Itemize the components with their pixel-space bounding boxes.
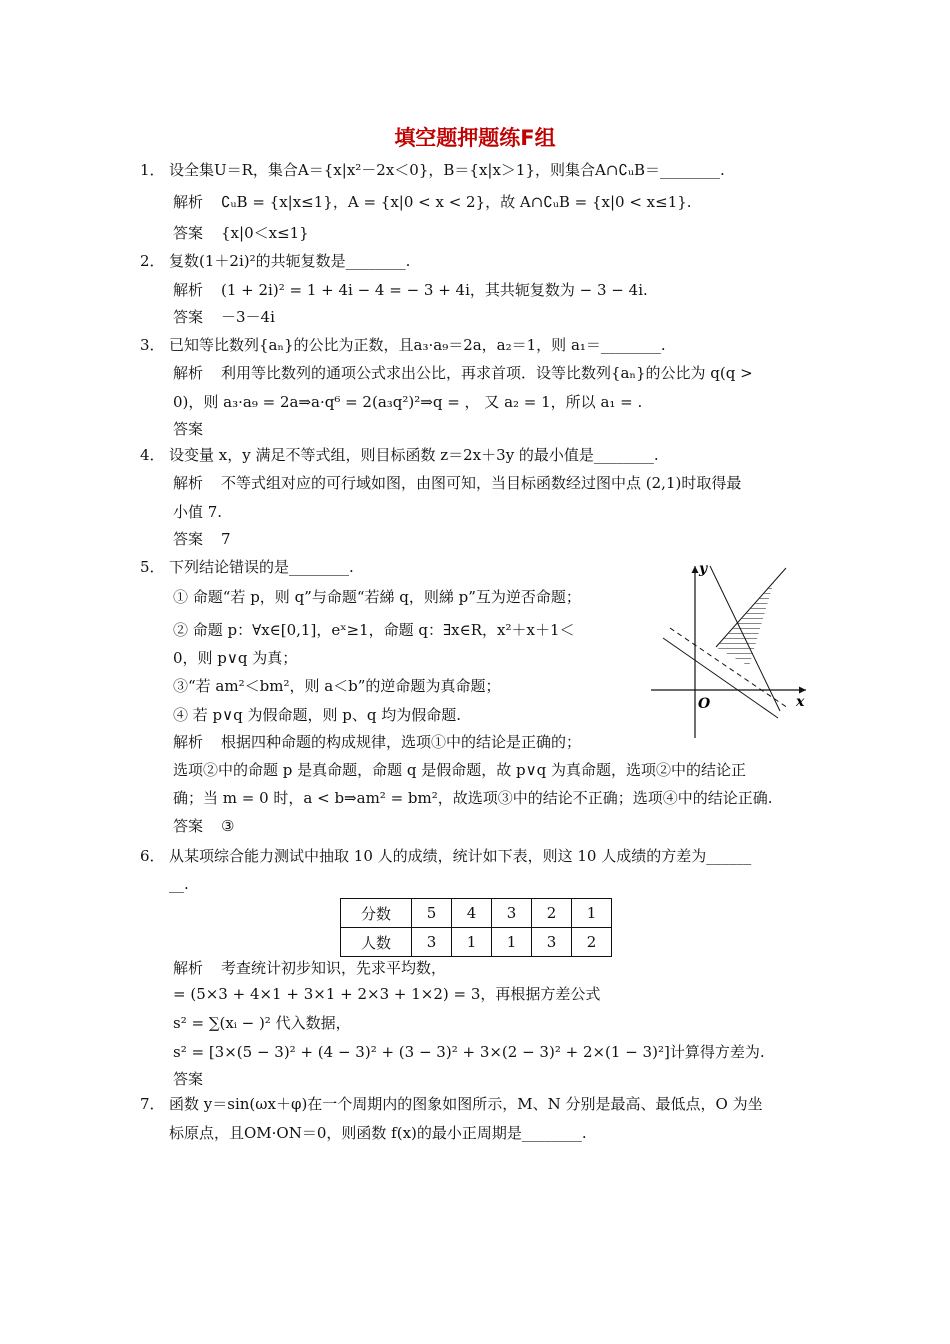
q5-analysis-line2: 选项②中的命题 p 是真命题，命题 q 是假命题，故 p∨q 为真命题，选项②中的结论正	[173, 761, 746, 779]
table-row	[341, 928, 612, 957]
q2-analysis	[173, 280, 648, 300]
analysis-label: 解析	[173, 193, 204, 211]
q4-analysis	[173, 473, 741, 493]
q7-number: 7．	[140, 1095, 165, 1113]
feasible-region-graph	[648, 558, 813, 743]
table-cell: 1	[452, 928, 492, 957]
table-cell: 4	[452, 899, 492, 928]
table-cell: 1	[492, 928, 532, 957]
q5-option-2-cont: 0，则 p∨q 为真；	[173, 649, 298, 667]
q2-number: 2．	[140, 252, 165, 270]
q4-analysis-line2: 小值 7.	[173, 503, 223, 521]
table-cell: 3	[492, 899, 532, 928]
analysis-text: 不等式组对应的可行域如图，由图可知，当目标函数经过图中点 (2,1)时取得最	[221, 474, 742, 492]
q7-text-cont: 标原点，且OM·ON＝0，则函数 f(x)的最小正周期是________.	[169, 1124, 587, 1142]
score-table	[340, 898, 612, 957]
q5-analysis-line3: 确；当 m = 0 时，a < b⇒am² = bm²，故选项③中的结论不正确；选项④中的结论正确.	[173, 789, 773, 807]
table-cell: 3	[412, 928, 452, 957]
analysis-text: 考查统计初步知识，先求平均数，	[221, 959, 447, 977]
boundary-line-1	[663, 638, 778, 718]
q1-text: 设全集U＝R，集合A＝{x|x²－2x＜0}，B＝{x|x＞1}，则集合A∩∁ᵤB＝________.	[169, 161, 725, 179]
q5-option-3: ③“若 am²＜bm²，则 a＜b”的逆命题为真命题；	[173, 677, 501, 695]
q2-text: 复数(1＋2i)²的共轭复数是________.	[169, 252, 411, 270]
table-row	[341, 899, 612, 928]
table-cell: 5	[412, 899, 452, 928]
analysis-label: 解析	[173, 733, 204, 751]
answer-label: 答案	[173, 224, 204, 242]
analysis-label: 解析	[173, 474, 204, 492]
x-axis-label: x	[796, 694, 805, 710]
q1-answer	[173, 223, 309, 243]
y-axis-label: y	[699, 561, 708, 577]
q6-analysis-line3: s² = ∑(xᵢ − )² 代入数据，	[173, 1014, 351, 1032]
analysis-text: ∁ᵤB = {x|x≤1}，A = {x|0 < x < 2}，故 A∩∁ᵤB = {x|0 < x≤1}.	[221, 193, 692, 211]
q4-text: 设变量 x，y 满足不等式组，则目标函数 z＝2x＋3y 的最小值是________.	[169, 446, 659, 464]
q3-text: 已知等比数列{aₙ}的公比为正数，且a₃·a₉＝2a，a₂＝1，则 a₁＝________.	[169, 336, 666, 354]
q2-answer	[173, 307, 275, 327]
analysis-text: (1 + 2i)² = 1 + 4i − 4 = − 3 + 4i，其共轭复数为 − 3 − 4i.	[221, 281, 648, 299]
q1-number: 1．	[140, 161, 165, 179]
page-title: 填空题押题练F组	[394, 126, 556, 150]
q1-analysis	[173, 192, 692, 212]
table-header-cell: 分数	[341, 899, 412, 928]
analysis-text: 利用等比数列的通项公式求出公比，再求首项．设等比数列{aₙ}的公比为 q(q >	[221, 364, 753, 382]
q6-text: 从某项综合能力测试中抽取 10 人的成绩，统计如下表，则这 10 人成绩的方差为______	[169, 847, 752, 865]
q3-analysis	[173, 363, 753, 383]
answer-label: 答案	[173, 530, 204, 548]
q5-analysis	[173, 732, 581, 752]
answer-text: －3－4i	[221, 308, 275, 326]
answer-text: {x|0＜x≤1}	[221, 224, 309, 242]
q5-text: 下列结论错误的是________.	[169, 558, 354, 576]
q4-number: 4．	[140, 446, 165, 464]
q6-text-cont: __.	[169, 875, 189, 893]
table-header-cell: 人数	[341, 928, 412, 957]
q6-analysis-line2: = (5×3 + 4×1 + 3×1 + 2×3 + 1×2) = 3，再根据方差公式	[173, 985, 601, 1003]
feasible-region	[716, 581, 774, 666]
table-cell: 3	[532, 928, 572, 957]
q5-option-4: ④ 若 p∨q 为假命题，则 p、q 均为假命题.	[173, 706, 461, 724]
q5-answer	[173, 816, 234, 836]
q4-answer	[173, 529, 231, 549]
analysis-label: 解析	[173, 364, 204, 382]
answer-label: 答案	[173, 308, 204, 326]
q6-answer	[173, 1069, 221, 1089]
q6-analysis-line4: s² = [3×(5 − 3)² + (4 − 3)² + (3 − 3)² + 3×(2 − 3)² + 2×(1 − 3)²]计算得方差为.	[173, 1043, 765, 1061]
analysis-label: 解析	[173, 959, 204, 977]
origin-label: O	[698, 696, 711, 712]
q3-answer	[173, 419, 221, 439]
q6-analysis	[173, 958, 446, 978]
answer-label: 答案	[173, 1070, 204, 1088]
answer-label: 答案	[173, 817, 204, 835]
analysis-text: 根据四种命题的构成规律，选项①中的结论是正确的；	[221, 733, 582, 751]
table-cell: 2	[572, 928, 612, 957]
q3-number: 3．	[140, 336, 165, 354]
answer-text: 7	[221, 530, 231, 548]
table-cell: 1	[572, 899, 612, 928]
q7-text: 函数 y＝sin(ωx＋φ)在一个周期内的图象如图所示，M、N 分别是最高、最低点，O 为坐	[169, 1095, 763, 1113]
q5-option-2: ② 命题 p：∀x∈[0,1]，eˣ≥1，命题 q：∃x∈R，x²＋x＋1＜	[173, 621, 575, 639]
analysis-label: 解析	[173, 281, 204, 299]
q5-number: 5．	[140, 558, 165, 576]
q5-option-1: ① 命题“若 p，则 q”与命题“若綈 q，则綈 p”互为逆否命题；	[173, 588, 581, 606]
q6-number: 6．	[140, 847, 165, 865]
q3-analysis-line2: 0)，则 a₃·a₉ = 2a⇒a·q⁶ = 2(a₃q²)²⇒q = ， 又 a₂ = 1，所以 a₁ = .	[173, 393, 643, 411]
answer-label: 答案	[173, 420, 204, 438]
table-cell: 2	[532, 899, 572, 928]
answer-text: ③	[221, 817, 235, 835]
